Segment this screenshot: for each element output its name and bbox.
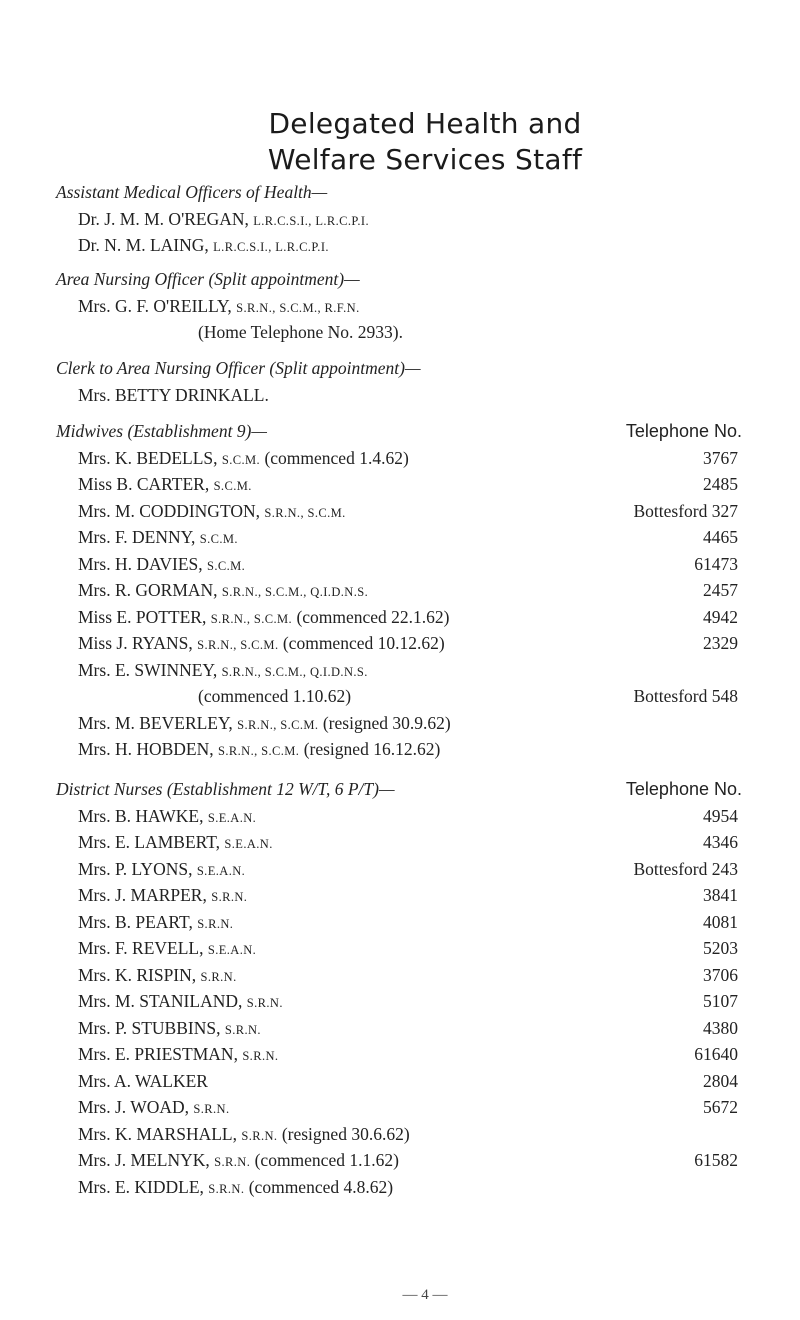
person-entry: Mrs. K. RISPIN, S.R.N. <box>78 964 237 985</box>
midwives-heading: Midwives (Establishment 9)— <box>56 421 267 441</box>
person-entry: Mrs. E. KIDDLE, S.R.N. (commenced 4.8.62) <box>78 1176 394 1197</box>
qualifications: S.R.N., S.C.M., Q.I.D.N.S. <box>221 664 368 679</box>
amoh-heading: Assistant Medical Officers of Health— <box>56 182 328 202</box>
qualifications: S.C.M. <box>221 452 261 467</box>
list-item <box>56 382 746 409</box>
qualifications: S.R.N. <box>197 916 234 931</box>
telephone-number: Bottesford 548 <box>633 686 738 706</box>
list-item <box>56 319 746 346</box>
telephone-number: 61640 <box>694 1044 738 1064</box>
qualifications: S.R.N., S.C.M. <box>237 717 319 732</box>
qualifications: S.C.M. <box>199 532 238 546</box>
qualifications: S.R.N., S.C.M. <box>264 505 346 520</box>
page-title-line-2: Welfare Services Staff <box>267 143 583 176</box>
clerk-heading: Clerk to Area Nursing Officer (Split appointment)— <box>56 358 421 378</box>
qualifications: S.R.N. <box>200 969 237 984</box>
date-note: (resigned 30.6.62) <box>281 1123 410 1144</box>
telephone-column-header: Telephone No. <box>625 421 742 441</box>
list-item <box>56 293 746 320</box>
telephone-number: 4954 <box>703 805 738 826</box>
qualifications: S.R.N. <box>246 996 283 1010</box>
list-item <box>56 206 746 233</box>
telephone-number: 2329 <box>703 633 738 653</box>
date-note: (commenced 1.4.62) <box>264 447 409 468</box>
list-item <box>56 935 746 962</box>
date-note: (commenced 22.1.62) <box>296 606 450 627</box>
telephone-number: 3767 <box>703 447 738 468</box>
list-item <box>56 1147 746 1174</box>
list-item <box>56 1068 746 1095</box>
telephone-number: Bottesford 243 <box>633 858 738 879</box>
telephone-number: 4380 <box>703 1017 738 1038</box>
qualifications: S.R.N. <box>224 1022 261 1037</box>
list-item <box>56 577 746 604</box>
telephone-number: 3706 <box>703 964 738 985</box>
clerk-section <box>56 355 746 408</box>
district-nurses-heading: District Nurses (Establishment 12 W/T, 6 P/T)— <box>56 779 395 799</box>
qualifications: S.C.M. <box>213 479 252 493</box>
list-item <box>56 604 746 631</box>
qualifications: S.R.N., S.C.M., Q.I.D.N.S. <box>221 585 369 599</box>
person-entry: Mrs. B. HAWKE, S.E.A.N. <box>78 805 257 826</box>
person-name: Mrs. G. F. O'REILLY, S.R.N., S.C.M., R.F.N. <box>78 295 360 316</box>
person-entry: Mrs. F. REVELL, S.E.A.N. <box>78 938 257 958</box>
midwives-list <box>56 445 746 763</box>
list-item <box>56 551 746 578</box>
person-entry: Mrs. M. BEVERLEY, S.R.N., S.C.M. (resigned 30.9.62) <box>78 712 451 733</box>
person-entry: Mrs. M. CODDINGTON, S.R.N., S.C.M. <box>78 500 346 521</box>
list-item <box>56 856 746 883</box>
telephone-number: 2485 <box>703 474 738 494</box>
telephone-number: 4081 <box>703 911 738 932</box>
qualifications: S.R.N. <box>241 1128 278 1143</box>
date-note: (commenced 1.10.62) <box>198 686 352 706</box>
person-entry: Mrs. P. LYONS, S.E.A.N. <box>78 858 246 879</box>
midwives-header-row <box>56 418 746 445</box>
home-telephone-note: (Home Telephone No. 2933). <box>198 322 404 342</box>
qualifications: S.E.A.N. <box>207 943 257 957</box>
person-entry: Miss E. POTTER, S.R.N., S.C.M. (commenced 22.1.62) <box>78 606 450 627</box>
telephone-number: 3841 <box>703 885 738 905</box>
telephone-number: 4465 <box>703 527 738 547</box>
telephone-number: 2804 <box>703 1070 738 1091</box>
qualifications: S.E.A.N. <box>207 810 257 825</box>
person-name: Dr. N. M. LAING, L.R.C.S.I., L.R.C.P.I. <box>78 235 329 255</box>
list-item <box>56 445 746 472</box>
person-entry: Mrs. J. WOAD, S.R.N. <box>78 1097 230 1117</box>
telephone-number: 2457 <box>703 580 738 600</box>
person-entry: Mrs. R. GORMAN, S.R.N., S.C.M., Q.I.D.N.S. <box>78 580 369 600</box>
list-item <box>56 710 746 737</box>
amoh-section <box>56 179 746 259</box>
person-entry: Mrs. F. DENNY, S.C.M. <box>78 527 238 547</box>
list-item <box>56 524 746 551</box>
district-nurses-header-row <box>56 776 746 803</box>
qualifications: S.E.A.N. <box>224 837 273 851</box>
person-entry <box>198 683 351 710</box>
person-entry: Mrs. H. DAVIES, S.C.M. <box>78 553 246 574</box>
list-item <box>56 803 746 830</box>
date-note: (resigned 16.12.62) <box>303 739 441 759</box>
date-note: (resigned 30.9.62) <box>322 712 451 733</box>
qualifications: S.R.N., S.C.M. <box>218 744 300 758</box>
list-item <box>56 630 746 657</box>
person-entry: Mrs. K. MARSHALL, S.R.N. (resigned 30.6.62) <box>78 1123 410 1144</box>
person-entry: Mrs. J. MARPER, S.R.N. <box>78 885 248 905</box>
person-entry: Mrs. B. PEART, S.R.N. <box>78 911 234 932</box>
person-entry: Mrs. E. PRIESTMAN, S.R.N. <box>78 1044 279 1064</box>
person-entry: Mrs. K. BEDELLS, S.C.M. (commenced 1.4.62) <box>78 447 409 468</box>
person-entry: Mrs. E. SWINNEY, S.R.N., S.C.M., Q.I.D.N.S. <box>78 659 368 680</box>
area-nursing-section <box>56 266 746 346</box>
telephone-number: 4942 <box>703 606 738 627</box>
qualifications: S.R.N., S.C.M. <box>210 611 293 626</box>
qualifications: S.E.A.N. <box>196 863 246 878</box>
telephone-column-header: Telephone No. <box>625 779 742 799</box>
list-item <box>56 1015 746 1042</box>
list-item <box>56 988 746 1015</box>
list-item <box>56 683 746 710</box>
person-entry: Mrs. E. LAMBERT, S.E.A.N. <box>78 832 273 852</box>
qualifications: S.R.N. <box>211 890 248 904</box>
area-nursing-heading: Area Nursing Officer (Split appointment)— <box>56 269 360 289</box>
qualifications: S.C.M. <box>207 558 246 573</box>
list-item <box>56 1094 746 1121</box>
list-item <box>56 1121 746 1148</box>
list-item <box>56 232 746 259</box>
page-number: — 4 — <box>402 1287 448 1303</box>
list-item <box>56 882 746 909</box>
list-item <box>56 962 746 989</box>
list-item <box>56 471 746 498</box>
district-nurses-section <box>56 776 746 1200</box>
page-title-line-1: Delegated Health and <box>268 107 582 140</box>
telephone-number: 5203 <box>703 938 738 958</box>
date-note: (commenced 4.8.62) <box>248 1176 394 1197</box>
telephone-number: 5107 <box>703 991 738 1011</box>
person-entry: Miss B. CARTER, S.C.M. <box>78 474 252 494</box>
qualifications: S.R.N. <box>208 1181 245 1196</box>
qualifications: S.R.N. <box>242 1049 279 1063</box>
qualifications: S.R.N. <box>214 1155 251 1169</box>
person-entry: Mrs. M. STANILAND, S.R.N. <box>78 991 283 1011</box>
date-note: (commenced 1.1.62) <box>254 1150 399 1170</box>
telephone-number: 61582 <box>694 1150 738 1170</box>
midwives-section <box>56 418 746 763</box>
list-item <box>56 909 746 936</box>
person-entry: Mrs. P. STUBBINS, S.R.N. <box>78 1017 261 1038</box>
list-item <box>56 498 746 525</box>
date-note: (commenced 10.12.62) <box>282 633 445 653</box>
person-entry: Mrs. A. WALKER <box>78 1070 208 1091</box>
list-item <box>56 1041 746 1068</box>
person-entry: Mrs. H. HOBDEN, S.R.N., S.C.M. (resigned 16.12.62) <box>78 739 441 759</box>
list-item <box>56 657 746 684</box>
telephone-number: 4346 <box>703 832 738 852</box>
telephone-number: 61473 <box>694 553 738 574</box>
district-nurses-list <box>56 803 746 1201</box>
telephone-number: 5672 <box>703 1097 738 1117</box>
person-name: Mrs. BETTY DRINKALL. <box>78 384 269 405</box>
qualifications: S.R.N. <box>193 1102 230 1116</box>
list-item <box>56 1174 746 1201</box>
person-entry: Miss J. RYANS, S.R.N., S.C.M. (commenced 10.12.62) <box>78 633 445 653</box>
qualifications: S.R.N., S.C.M. <box>197 638 279 652</box>
person-name: Dr. J. M. M. O'REGAN, L.R.C.S.I., L.R.C.P.I. <box>78 208 370 229</box>
list-item <box>56 829 746 856</box>
telephone-number: Bottesford 327 <box>633 500 738 521</box>
person-entry: Mrs. J. MELNYK, S.R.N. (commenced 1.1.62) <box>78 1150 399 1170</box>
list-item <box>56 736 746 763</box>
